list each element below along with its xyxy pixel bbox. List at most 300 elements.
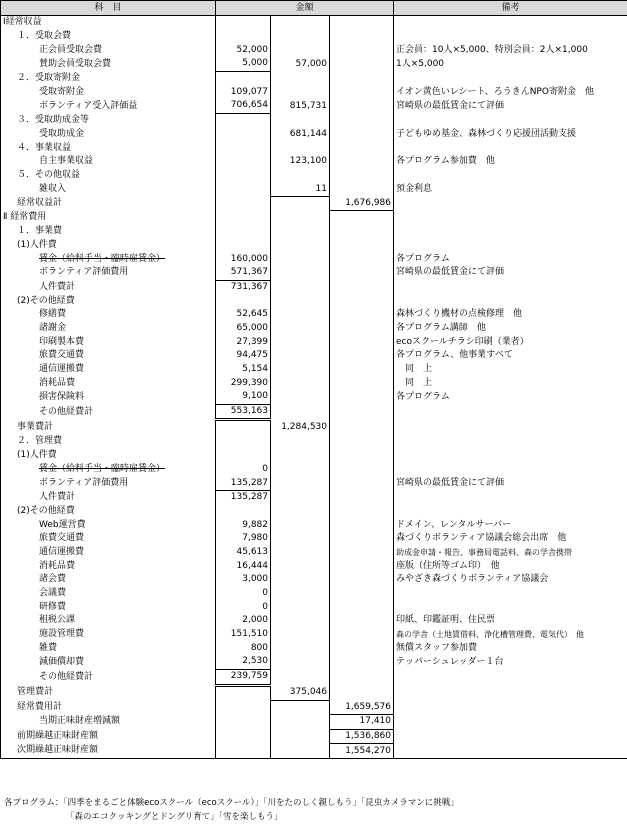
table-row [1, 43, 627, 57]
table-row [1, 700, 627, 714]
row-item: ２．管理費 [1, 435, 216, 449]
amount-a: 5,154 [216, 363, 271, 377]
table-row [1, 225, 627, 239]
row-note [394, 294, 627, 308]
amount-a: 5,000 [216, 57, 271, 71]
amount-a: 109,077 [216, 85, 271, 99]
row-note: みやざき森づくりボランティア協議会 [394, 573, 627, 587]
amount-b: 11 [271, 182, 330, 196]
table-row [1, 182, 627, 196]
amount-c [330, 600, 394, 614]
amount-b [271, 573, 330, 587]
amount-c [330, 211, 394, 225]
amount-a: 239,759 [216, 669, 271, 685]
row-item: ５．その他収益 [1, 169, 216, 183]
row-note: ドメイン、レンタルサーバー [394, 518, 627, 532]
table-row [1, 685, 627, 700]
table-row [1, 546, 627, 560]
row-item: １．事業費 [1, 225, 216, 239]
amount-b [271, 655, 330, 669]
table-row [1, 404, 627, 420]
amount-c: 17,410 [330, 714, 394, 729]
header-item: 科 目 [1, 1, 216, 16]
row-note: 宮崎県の最低賃金にて評価 [394, 476, 627, 490]
amount-c [330, 463, 394, 477]
amount-c [330, 57, 394, 71]
amount-b [271, 476, 330, 490]
amount-c [330, 420, 394, 435]
table-row [1, 349, 627, 363]
amount-a: 16,444 [216, 559, 271, 573]
amount-b [271, 376, 330, 390]
row-note [394, 669, 627, 685]
row-item: (1)人件費 [1, 449, 216, 463]
table-row [1, 449, 627, 463]
row-note: イオン黄色いレシート、ろうきんNPO寄附金 他 [394, 85, 627, 99]
amount-b [271, 335, 330, 349]
table-row [1, 600, 627, 614]
row-note: テッパーシュレッダー１台 [394, 655, 627, 669]
amount-b [271, 628, 330, 642]
table-row [1, 16, 627, 30]
amount-a [216, 714, 271, 729]
table-row [1, 71, 627, 85]
amount-b [271, 532, 330, 546]
row-note: 各プログラム [394, 252, 627, 266]
amount-b [271, 435, 330, 449]
row-note: 各プログラム [394, 390, 627, 404]
amount-a: 553,163 [216, 404, 271, 420]
amount-b [271, 211, 330, 225]
amount-c [330, 505, 394, 519]
amount-a: 571,367 [216, 266, 271, 280]
row-item: ３．受取助成金等 [1, 113, 216, 127]
amount-c [330, 141, 394, 155]
row-note: 無償スタッフ参加費 [394, 641, 627, 655]
amount-a [216, 16, 271, 30]
amount-a [216, 128, 271, 142]
table-row [1, 559, 627, 573]
amount-a [216, 211, 271, 225]
row-item: 自主事業収益 [1, 155, 216, 169]
row-note: 森の学舎（土地賃借料、浄化槽管理費、電気代） 他 [394, 628, 627, 642]
row-item: 諸謝金 [1, 322, 216, 336]
table-row [1, 308, 627, 322]
row-note [394, 113, 627, 127]
table-row [1, 463, 627, 477]
amount-c [330, 225, 394, 239]
row-item: ボランティア評価費用 [1, 476, 216, 490]
table-row [1, 322, 627, 336]
row-note: 各プログラム講師 他 [394, 322, 627, 336]
table-row [1, 113, 627, 127]
row-item: １．受取会費 [1, 30, 216, 44]
amount-c [330, 390, 394, 404]
amount-a: 2,530 [216, 655, 271, 669]
amount-a [216, 505, 271, 519]
row-item: ４．事業収益 [1, 141, 216, 155]
amount-c: 1,659,576 [330, 700, 394, 714]
amount-a [216, 685, 271, 700]
table-header-row [1, 1, 627, 16]
row-note [394, 169, 627, 183]
amount-c [330, 573, 394, 587]
amount-b [271, 169, 330, 183]
row-item: (2)その他経費 [1, 294, 216, 308]
footnote-line-2: 「森のエコクッキングとドングリ育て」「雪を楽しもう」 [66, 812, 283, 822]
row-note [394, 141, 627, 155]
table-row [1, 280, 627, 294]
row-note [394, 30, 627, 44]
row-note: 各プログラム参加費 他 [394, 155, 627, 169]
table-row [1, 294, 627, 308]
table-row [1, 714, 627, 729]
amount-c [330, 546, 394, 560]
row-note: 1人×5,000 [394, 57, 627, 71]
amount-a [216, 435, 271, 449]
amount-c [330, 43, 394, 57]
row-note [394, 435, 627, 449]
amount-a: 800 [216, 641, 271, 655]
row-item: 消耗品費 [1, 559, 216, 573]
amount-c: 1,536,860 [330, 729, 394, 744]
row-note: 座版（住所等ゴム印） 他 [394, 559, 627, 573]
row-item: その他経費計 [1, 669, 216, 685]
row-item: 諸会費 [1, 573, 216, 587]
amount-a [216, 71, 271, 85]
row-item: 雑収入 [1, 182, 216, 196]
amount-a: 160,000 [216, 252, 271, 266]
amount-b [271, 294, 330, 308]
row-note [394, 16, 627, 30]
amount-a [216, 169, 271, 183]
amount-c: 1,676,986 [330, 196, 394, 210]
amount-b: 681,144 [271, 128, 330, 142]
amount-c [330, 113, 394, 127]
row-item: 賃金（給料手当・臨時雇賃金） [1, 463, 216, 477]
table-row [1, 196, 627, 210]
amount-b [271, 587, 330, 601]
row-item: 経常費用計 [1, 700, 216, 714]
amount-c [330, 559, 394, 573]
table-row [1, 128, 627, 142]
amount-b [271, 490, 330, 504]
row-item: 人件費計 [1, 280, 216, 294]
amount-a: 706,654 [216, 99, 271, 113]
row-note [394, 490, 627, 504]
amount-b [271, 744, 330, 759]
table-row [1, 587, 627, 601]
amount-c [330, 85, 394, 99]
amount-a: 135,287 [216, 490, 271, 504]
row-note [394, 700, 627, 714]
row-item: 受取寄附金 [1, 85, 216, 99]
row-note [394, 463, 627, 477]
amount-b [271, 85, 330, 99]
amount-a: 52,000 [216, 43, 271, 57]
amount-b: 815,731 [271, 99, 330, 113]
row-item: ボランティア受入評価益 [1, 99, 216, 113]
table-row [1, 573, 627, 587]
amount-c [330, 280, 394, 294]
row-note [394, 714, 627, 729]
row-item: 消耗品費 [1, 376, 216, 390]
table-row [1, 252, 627, 266]
amount-a [216, 729, 271, 744]
amount-b [271, 71, 330, 85]
amount-a: 135,287 [216, 476, 271, 490]
amount-c [330, 252, 394, 266]
amount-c [330, 30, 394, 44]
row-item: 旅費交通費 [1, 532, 216, 546]
amount-c [330, 655, 394, 669]
amount-a [216, 420, 271, 435]
table-row [1, 655, 627, 669]
table-row [1, 57, 627, 71]
table-row [1, 363, 627, 377]
row-item: 受取助成金 [1, 128, 216, 142]
row-note [394, 211, 627, 225]
amount-b [271, 700, 330, 714]
amount-a: 3,000 [216, 573, 271, 587]
amount-b [271, 600, 330, 614]
amount-a: 65,000 [216, 322, 271, 336]
amount-a: 731,367 [216, 280, 271, 294]
row-item: 経常収益計 [1, 196, 216, 210]
amount-b [271, 641, 330, 655]
amount-b [271, 252, 330, 266]
amount-a: 52,645 [216, 308, 271, 322]
amount-a [216, 239, 271, 253]
table-row [1, 476, 627, 490]
table-row [1, 85, 627, 99]
row-item: 会議費 [1, 587, 216, 601]
table-row [1, 518, 627, 532]
row-note: 宮崎県の最低賃金にて評価 [394, 99, 627, 113]
amount-b: 123,100 [271, 155, 330, 169]
amount-c [330, 404, 394, 420]
amount-b [271, 43, 330, 57]
amount-c [330, 532, 394, 546]
row-note [394, 600, 627, 614]
footnote [4, 796, 459, 824]
row-note: 各プログラム、他事業すべて [394, 349, 627, 363]
amount-b [271, 669, 330, 685]
table-row [1, 669, 627, 685]
amount-b [271, 225, 330, 239]
amount-c [330, 308, 394, 322]
amount-b [271, 614, 330, 628]
row-item: 損害保険料 [1, 390, 216, 404]
amount-b [271, 30, 330, 44]
table-row [1, 169, 627, 183]
amount-c [330, 99, 394, 113]
row-item: ２．受取寄附金 [1, 71, 216, 85]
table-row [1, 266, 627, 280]
row-item: 管理費計 [1, 685, 216, 700]
amount-a: 9,100 [216, 390, 271, 404]
row-item: 事業費計 [1, 420, 216, 435]
header-note: 備考 [394, 1, 627, 16]
row-note [394, 729, 627, 744]
amount-c [330, 490, 394, 504]
amount-b [271, 449, 330, 463]
row-item: (2)その他経費 [1, 505, 216, 519]
amount-c [330, 322, 394, 336]
row-item: Ⅰ経常収益 [1, 16, 216, 30]
row-note [394, 239, 627, 253]
row-note: 同 上 [394, 376, 627, 390]
table-row [1, 729, 627, 744]
amount-c [330, 376, 394, 390]
amount-b: 1,284,530 [271, 420, 330, 435]
row-item: 減価償却費 [1, 655, 216, 669]
table-row [1, 532, 627, 546]
row-item: 雑費 [1, 641, 216, 655]
amount-c [330, 476, 394, 490]
amount-c [330, 518, 394, 532]
row-note [394, 685, 627, 700]
row-note: 同 上 [394, 363, 627, 377]
amount-a [216, 30, 271, 44]
row-item: 通信運搬費 [1, 363, 216, 377]
row-note [394, 196, 627, 210]
amount-b [271, 463, 330, 477]
amount-c [330, 155, 394, 169]
amount-a [216, 294, 271, 308]
row-item: 研修費 [1, 600, 216, 614]
amount-a: 0 [216, 463, 271, 477]
row-note: ecoスクールチラシ印刷（業者） [394, 335, 627, 349]
amount-b [271, 196, 330, 210]
row-item: 前期繰越正味財産額 [1, 729, 216, 744]
row-note: 印紙、印鑑証明、住民票 [394, 614, 627, 628]
row-item: 次期繰越正味財産額 [1, 744, 216, 759]
amount-b [271, 322, 330, 336]
row-item: 賛助会員受取会費 [1, 57, 216, 71]
row-note [394, 505, 627, 519]
amount-c [330, 614, 394, 628]
amount-b [271, 16, 330, 30]
row-item: 施設管理費 [1, 628, 216, 642]
table-row [1, 628, 627, 642]
amount-c [330, 169, 394, 183]
amount-c [330, 266, 394, 280]
table-row [1, 614, 627, 628]
table-row [1, 211, 627, 225]
amount-c: 1,554,270 [330, 744, 394, 759]
table-row [1, 420, 627, 435]
row-note: 助成金申請・報告、事務局電話料、森の学舎携帯 [394, 546, 627, 560]
table-row [1, 390, 627, 404]
amount-b [271, 308, 330, 322]
table-row [1, 744, 627, 759]
row-note [394, 404, 627, 420]
amount-a [216, 113, 271, 127]
row-item: 租税公課 [1, 614, 216, 628]
amount-c [330, 669, 394, 685]
amount-a [216, 182, 271, 196]
row-item: ボランティア評価費用 [1, 266, 216, 280]
amount-a [216, 225, 271, 239]
amount-a: 7,980 [216, 532, 271, 546]
row-item: Ⅱ 経常費用 [1, 211, 216, 225]
amount-b [271, 518, 330, 532]
amount-b [271, 363, 330, 377]
amount-b [271, 559, 330, 573]
footnote-line-1: 各プログラム：「四季をまるごと体験ecoスクール（ecoスクール）」「川をたのしく親しもう」「昆虫カメラマンに挑戦」 [4, 798, 459, 808]
amount-b [271, 113, 330, 127]
amount-c [330, 71, 394, 85]
header-amount: 金額 [216, 1, 394, 16]
amount-b [271, 390, 330, 404]
amount-c [330, 16, 394, 30]
amount-c [330, 182, 394, 196]
row-item: 賃金（給料手当・臨時雇賃金） [1, 252, 216, 266]
amount-c [330, 641, 394, 655]
amount-a: 2,000 [216, 614, 271, 628]
amount-a [216, 449, 271, 463]
row-note: 預金利息 [394, 182, 627, 196]
amount-a [216, 744, 271, 759]
amount-c [330, 435, 394, 449]
table-row [1, 435, 627, 449]
table-row [1, 99, 627, 113]
amount-a: 94,475 [216, 349, 271, 363]
row-note [394, 449, 627, 463]
amount-b: 375,046 [271, 685, 330, 700]
row-note [394, 587, 627, 601]
amount-b [271, 280, 330, 294]
amount-c [330, 449, 394, 463]
row-item: 印刷製本費 [1, 335, 216, 349]
table-row [1, 30, 627, 44]
amount-b [271, 546, 330, 560]
amount-c [330, 628, 394, 642]
table-row [1, 641, 627, 655]
amount-c [330, 363, 394, 377]
row-item: 旅費交通費 [1, 349, 216, 363]
amount-b [271, 266, 330, 280]
row-item: 正会員受取会費 [1, 43, 216, 57]
table-row [1, 141, 627, 155]
table-row [1, 335, 627, 349]
amount-b [271, 729, 330, 744]
amount-b: 57,000 [271, 57, 330, 71]
table-row [1, 239, 627, 253]
amount-c [330, 685, 394, 700]
row-note: 宮崎県の最低賃金にて評価 [394, 266, 627, 280]
amount-b [271, 505, 330, 519]
row-item: 通信運搬費 [1, 546, 216, 560]
row-note [394, 744, 627, 759]
amount-a: 151,510 [216, 628, 271, 642]
row-note [394, 71, 627, 85]
row-item: 当期正味財産増減額 [1, 714, 216, 729]
row-note: 森づくりボランティア協議会総会出席 他 [394, 532, 627, 546]
amount-a: 9,882 [216, 518, 271, 532]
row-item: 修繕費 [1, 308, 216, 322]
amount-c [330, 349, 394, 363]
amount-c [330, 128, 394, 142]
amount-a: 299,390 [216, 376, 271, 390]
amount-b [271, 349, 330, 363]
amount-a: 27,399 [216, 335, 271, 349]
row-note: 子どもゆめ基金、森林づくり応援団活動支援 [394, 128, 627, 142]
amount-c [330, 294, 394, 308]
amount-a: 0 [216, 587, 271, 601]
table-row [1, 155, 627, 169]
